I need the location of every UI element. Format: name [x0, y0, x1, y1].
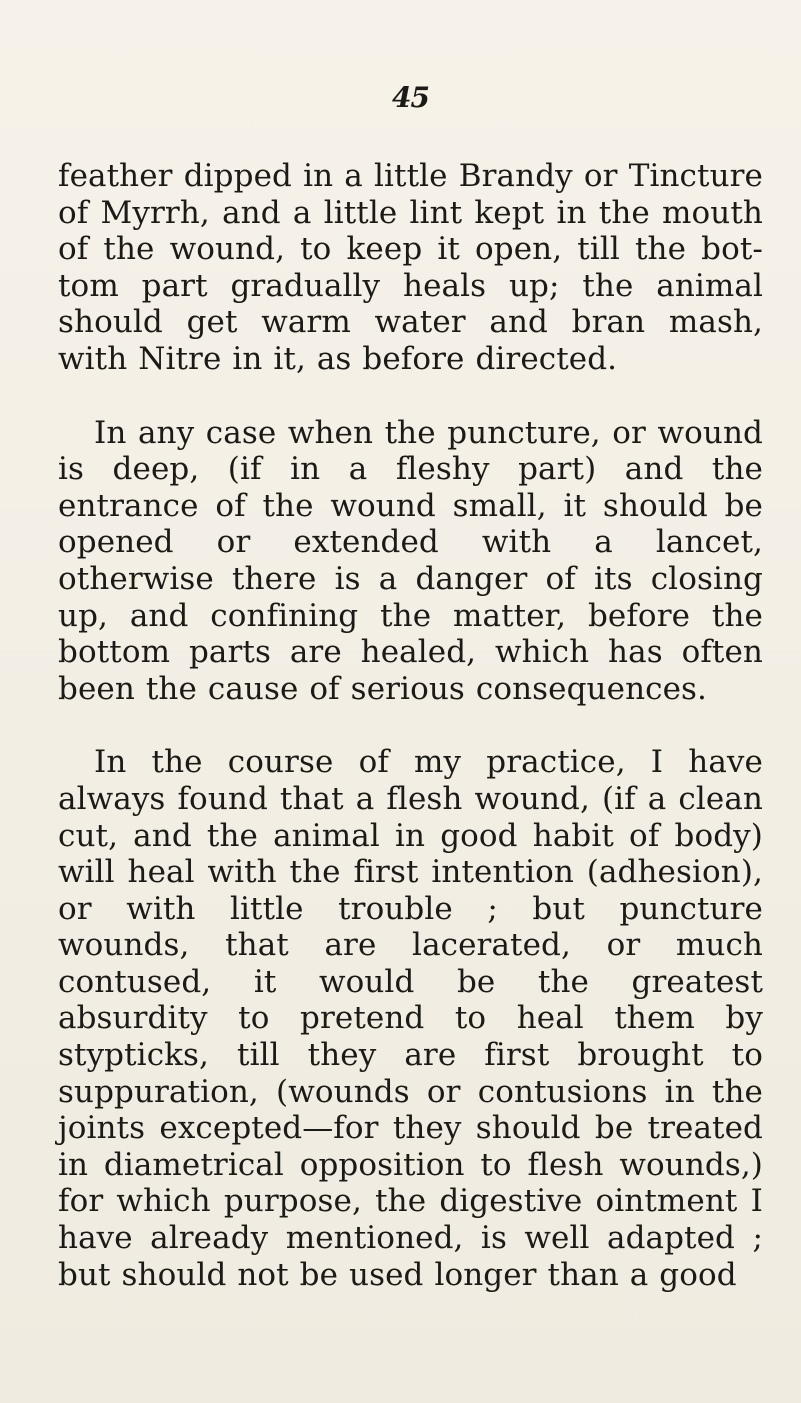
paragraph-1: feather dipped in a little Brandy or Tincture of Myrrh, and a little lint kept in the mouth of the wound, to keep it open, till the bot-tom part gradually heals up; the animal should get warm water and bran mash, with Nitre in it, as before directed.: [58, 158, 763, 377]
paragraph-2: In any case when the puncture, or wound is deep, (if in a fleshy part) and the entrance of the wound small, it should be opened or extended with a lancet, otherwise there is a danger of its closing up, and confining the matter, before the bottom parts are healed, which has often been the cause of serious consequences.: [58, 414, 763, 707]
page-number: 45: [392, 81, 429, 114]
page-body: [58, 158, 763, 1293]
paragraph-3: In the course of my practice, I have always found that a flesh wound, (if a clean cut, and the animal in good habit of body) will heal with the first intention (adhesion), or with little trouble ; but puncture wounds, that are lacerated, or much contused, it would be the greatest absurdity to pretend to heal them by stypticks, till they are first brought to suppuration, (wounds or contusions in the joints excepted—for they should be treated in diametrical opposition to flesh wounds,) for which purpose, the digestive ointment I have already mentioned, is well adapted ; but should not be used longer than a good: [58, 744, 763, 1293]
